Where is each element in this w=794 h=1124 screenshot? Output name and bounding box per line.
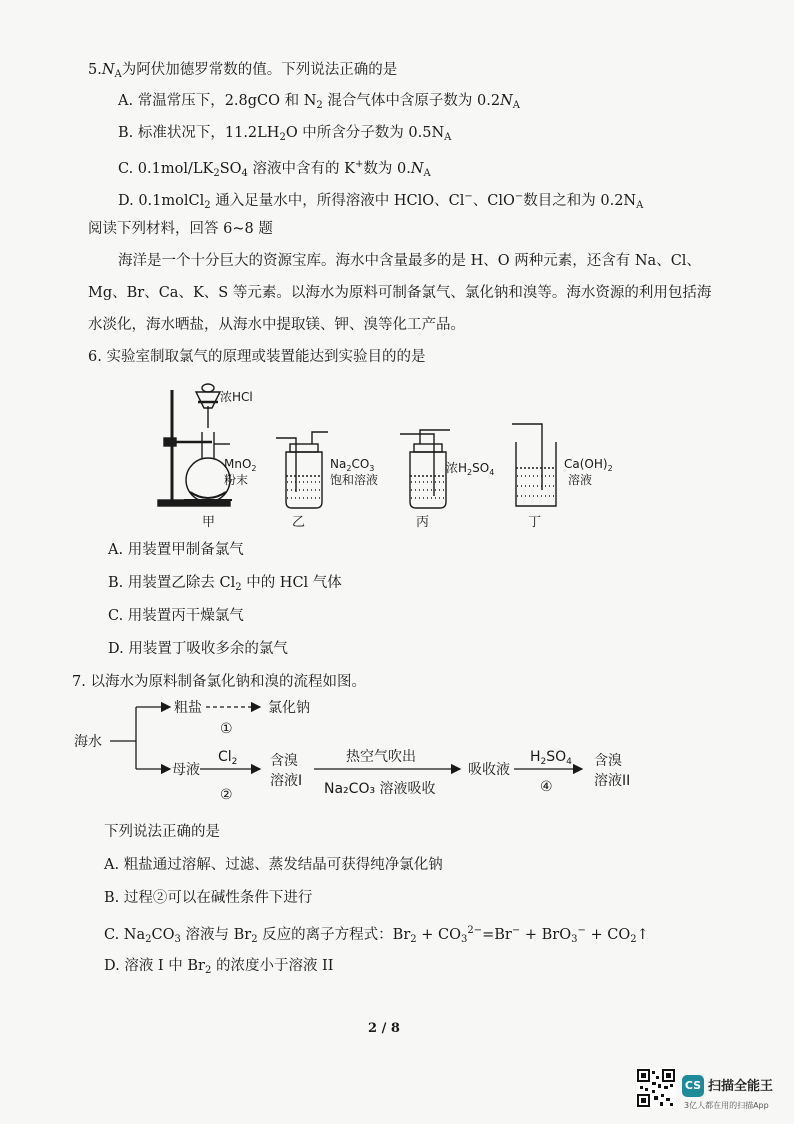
apparatus-ding — [512, 424, 556, 506]
q7-lead: 下列说法正确的是 — [104, 824, 220, 840]
label-jia: 甲 — [202, 515, 216, 530]
scanner-app-name: 扫描全能王 — [708, 1079, 774, 1094]
q6-option-d: D. 用装置丁吸收多余的氯气 — [108, 641, 288, 657]
apparatus-yi — [276, 432, 328, 508]
flow-cl2: $Cl_2$ — [218, 749, 238, 767]
ding-reagent-caoh2: $Ca(OH)_2$ — [564, 457, 613, 473]
q7-flowchart — [70, 695, 670, 805]
flow-step-1: ① — [220, 721, 233, 737]
flow-seawater: 海水 — [74, 734, 102, 750]
flow-hot-air: 热空气吹出 — [346, 749, 416, 765]
q6-stem: 6. 实验室制取氯气的原理或装置能达到实验目的的是 — [88, 349, 426, 365]
flow-br-solution-2a: 含溴 — [594, 753, 622, 769]
q7-option-a: A. 粗盐通过溶解、过滤、蒸发结晶可获得纯净氯化钠 — [104, 857, 443, 873]
reading-paragraph-line-1: 海洋是一个十分巨大的资源宝库。海水中含量最多的是 H、O 两种元素，还含有 Na、Cl、 — [118, 253, 701, 269]
q6-apparatus-figure — [150, 372, 630, 532]
qr-code-icon — [636, 1068, 676, 1108]
scanner-app-tagline: 3亿人都在用的扫描App — [684, 1101, 769, 1110]
q5-option-a: A. 常温常压下，2.8gCO 和 $N_2$ 混合气体中含原子数为 $0.2N_A$ — [118, 93, 520, 111]
label-yi: 乙 — [292, 515, 306, 530]
reading-heading: 阅读下列材料，回答 6~8 题 — [88, 221, 273, 237]
flow-br-solution-1b: 溶液I — [270, 773, 303, 789]
jia-reagent-hcl: 浓HCl — [220, 390, 253, 404]
flow-h2so4: $H_2SO_4$ — [530, 749, 572, 767]
q7-option-d: D. 溶液 I 中 $Br_2$ 的浓度小于溶液 II — [104, 958, 334, 976]
yi-reagent-saturated: 饱和溶液 — [330, 473, 379, 487]
camscanner-logo-icon: CS — [682, 1075, 704, 1097]
flow-absorb-liquid: 吸收液 — [468, 762, 510, 778]
q7-option-c: C. $Na_2CO_3$ 溶液与 $Br_2$ 反应的离子方程式：$Br_2 + CO_3^{2-}=Br^- + BrO_3^-$ + $CO_2↑$ — [104, 925, 649, 945]
bing-reagent-h2so4: 浓$H_2SO_4$ — [446, 461, 495, 477]
flow-step-2: ② — [220, 787, 233, 803]
flow-br-solution-2b: 溶液II — [594, 773, 631, 789]
flow-br-solution-1a: 含溴 — [270, 753, 298, 769]
q7-stem: 7. 以海水为原料制备氯化钠和溴的流程如图。 — [72, 674, 366, 690]
q5-stem: $5.N_A$为阿伏加德罗常数的值。下列说法正确的是 — [88, 62, 398, 80]
q6-option-c: C. 用装置丙干燥氯气 — [108, 608, 244, 624]
q6-option-a: A. 用装置甲制备氯气 — [108, 542, 244, 558]
q5-option-c: C. $0.1mol/LK_2SO_4$ 溶液中含有的 K+数为 $0.N_A$ — [118, 159, 431, 179]
jia-reagent-powder: 粉末 — [224, 473, 249, 487]
flow-na2co3-absorb: Na₂CO₃ 溶液吸收 — [324, 781, 436, 797]
ding-reagent-solution: 溶液 — [568, 473, 593, 487]
flow-mother-liquor: 母液 — [172, 762, 200, 778]
q6-option-b: B. 用装置乙除去 $Cl_2$ 中的 HCl 气体 — [108, 575, 342, 593]
jia-reagent-mno2: MnO$_2$ — [224, 457, 257, 473]
yi-reagent-na2co3: $Na_2CO_3$ — [330, 457, 375, 473]
reading-paragraph-line-2: Mg、Br、Ca、K、S 等元素。以海水为原料可制备氯气、氯化钠和溴等。海水资源的利用包括海 — [88, 285, 712, 301]
flow-crude-salt: 粗盐 — [174, 700, 202, 716]
q5-option-d: D. 0.1molCl$_2$ 通入足量水中，所得溶液中 HClO、Cl−、ClO−数目之和为 $0.2N_A$ — [118, 191, 644, 211]
q5-option-b: B. 标准状况下，$11.2LH_2O$ 中所含分子数为 $0.5N_A$ — [118, 125, 452, 143]
flow-step-4: ④ — [540, 779, 553, 795]
q7-option-b: B. 过程②可以在碱性条件下进行 — [104, 890, 313, 906]
apparatus-bing — [400, 430, 450, 508]
label-ding: 丁 — [528, 515, 542, 530]
flow-nacl: 氯化钠 — [268, 700, 310, 716]
page-number: 2 / 8 — [368, 1021, 400, 1036]
reading-paragraph-line-3: 水淡化，海水晒盐，从海水中提取镁、钾、溴等化工产品。 — [88, 317, 465, 333]
label-bing: 丙 — [416, 515, 430, 530]
